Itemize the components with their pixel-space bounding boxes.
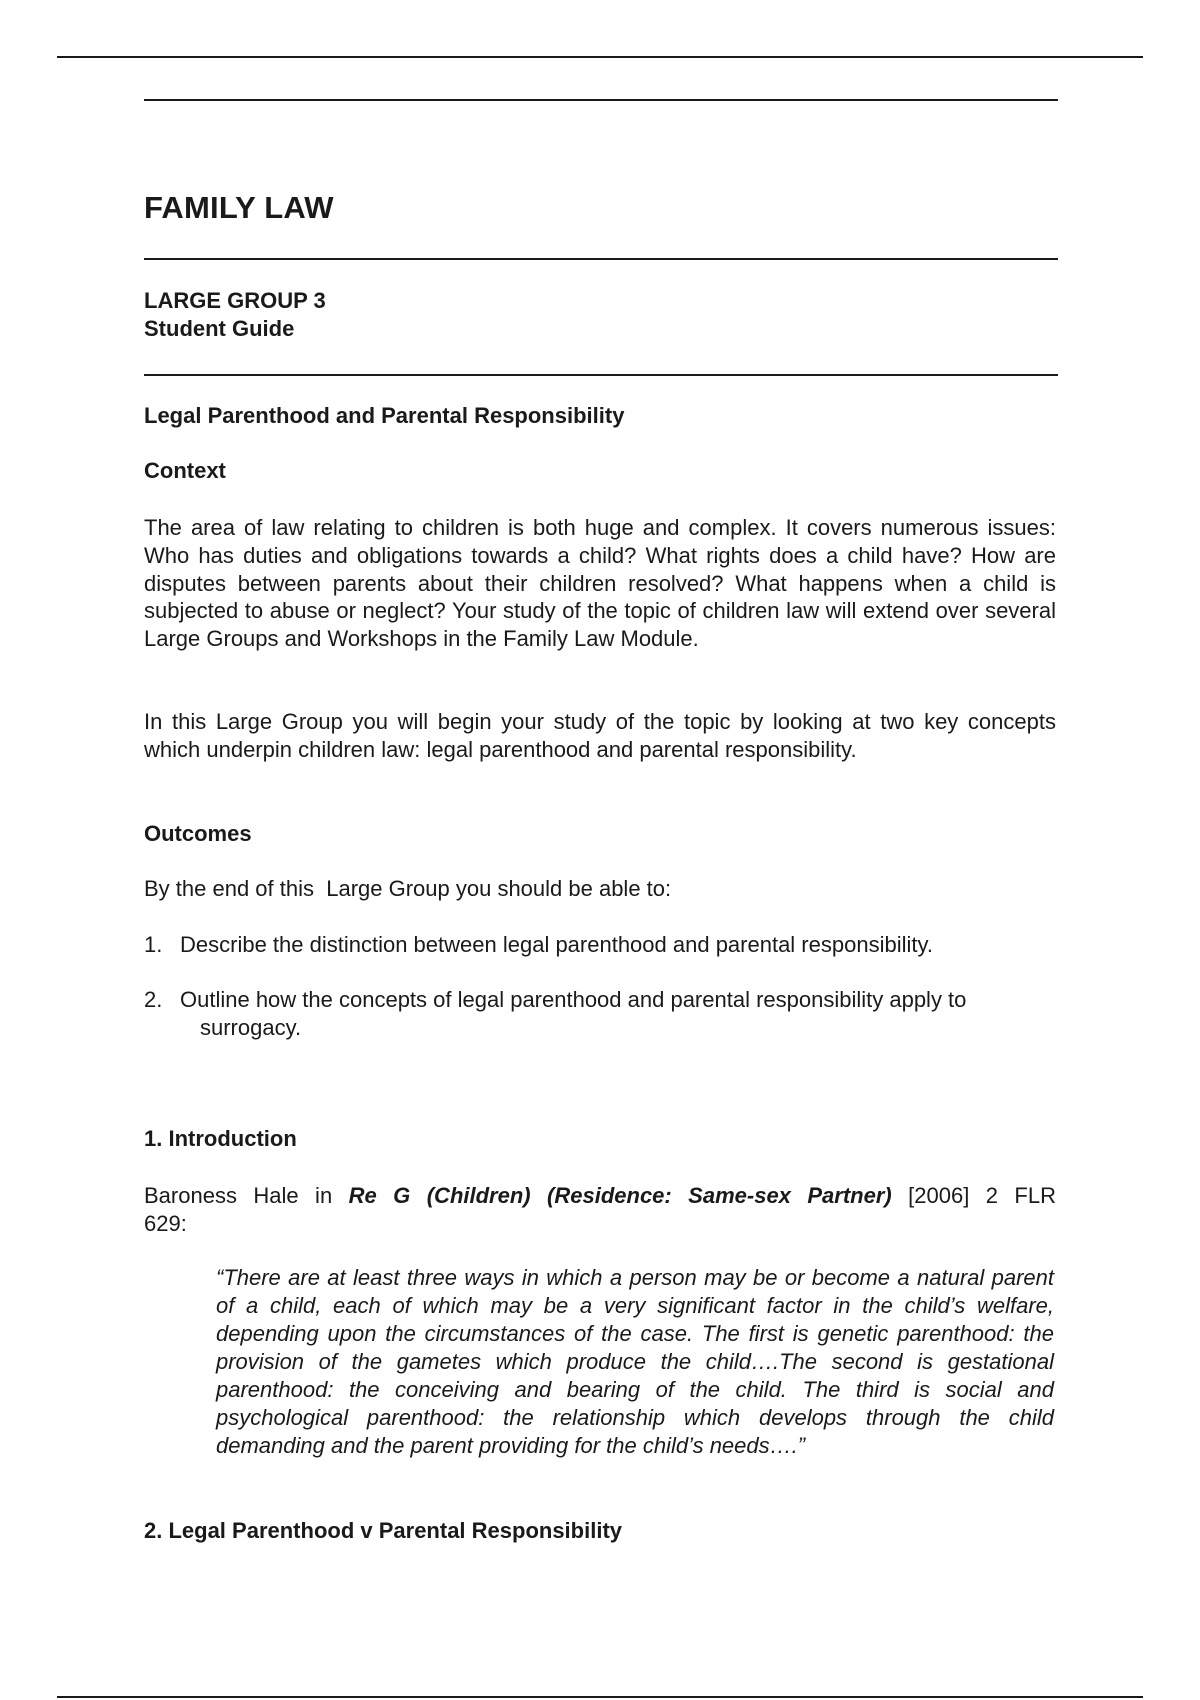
subheader-rule xyxy=(144,374,1058,376)
outcome-item-2 xyxy=(144,986,1056,1042)
citation-text: [2006] 2 FLR xyxy=(891,1183,1056,1208)
context-paragraph-1: The area of law relating to children is both huge and complex. It covers numerous issues: Who has duties and obligations towards a child? What rights does a child have? How are disputes between parents about their children resolved? What happens when a child is subjected to abuse or neglect? Your study of the topic of children law will extend over several Large Groups and Workshops in the Family Law Module. xyxy=(144,515,1056,652)
outcomes-intro: By the end of this Large Group you should be able to: xyxy=(144,876,672,901)
page-title: FAMILY LAW xyxy=(144,190,334,225)
list-number: 1. xyxy=(144,932,163,957)
list-number: 2. xyxy=(144,987,163,1012)
list-item-text: Describe the distinction between legal parenthood and parental responsibility. xyxy=(180,932,933,957)
context-paragraph-2: In this Large Group you will begin your study of the topic by looking at two key concepts which underpin children law: legal parenthood and parental responsibility. xyxy=(144,709,1056,762)
title-rule xyxy=(144,258,1058,260)
list-item-text-continued: surrogacy. xyxy=(200,1015,302,1040)
lead-text: Baroness Hale in xyxy=(144,1183,349,1208)
header-rule-top xyxy=(144,99,1058,101)
hale-quote: “There are at least three ways in which a person may be or become a natural parent of a child, each of which may be a very significant factor in the child’s welfare, depending upon the circumstances of the case. The first is genetic parenthood: the provision of the gametes which produce the child….The second is gestational parenthood: the conceiving and bearing of the child. The third is social and psychological parenthood: the relationship which develops through the child demanding and the parent providing for the child’s needs….” xyxy=(216,1265,1054,1458)
case-name: Re G (Children) (Residence: Same-sex Partner) xyxy=(348,1183,892,1208)
section-2-heading: 2. Legal Parenthood v Parental Responsibility xyxy=(144,1518,623,1543)
introduction-lead xyxy=(144,1182,1056,1210)
page-bottom-rule xyxy=(57,1696,1143,1698)
introduction-citation-cont: 629: xyxy=(144,1211,187,1236)
introduction-heading: 1. Introduction xyxy=(144,1126,297,1151)
group-label: LARGE GROUP 3 xyxy=(144,288,326,313)
context-heading: Context xyxy=(144,458,226,483)
outcome-item-1 xyxy=(144,931,1056,959)
topic-heading: Legal Parenthood and Parental Responsibility xyxy=(144,403,625,428)
guide-label: Student Guide xyxy=(144,316,295,341)
outcomes-heading: Outcomes xyxy=(144,821,252,846)
list-item-text: Outline how the concepts of legal parenthood and parental responsibility apply to xyxy=(180,987,967,1012)
page-top-rule xyxy=(57,56,1143,58)
